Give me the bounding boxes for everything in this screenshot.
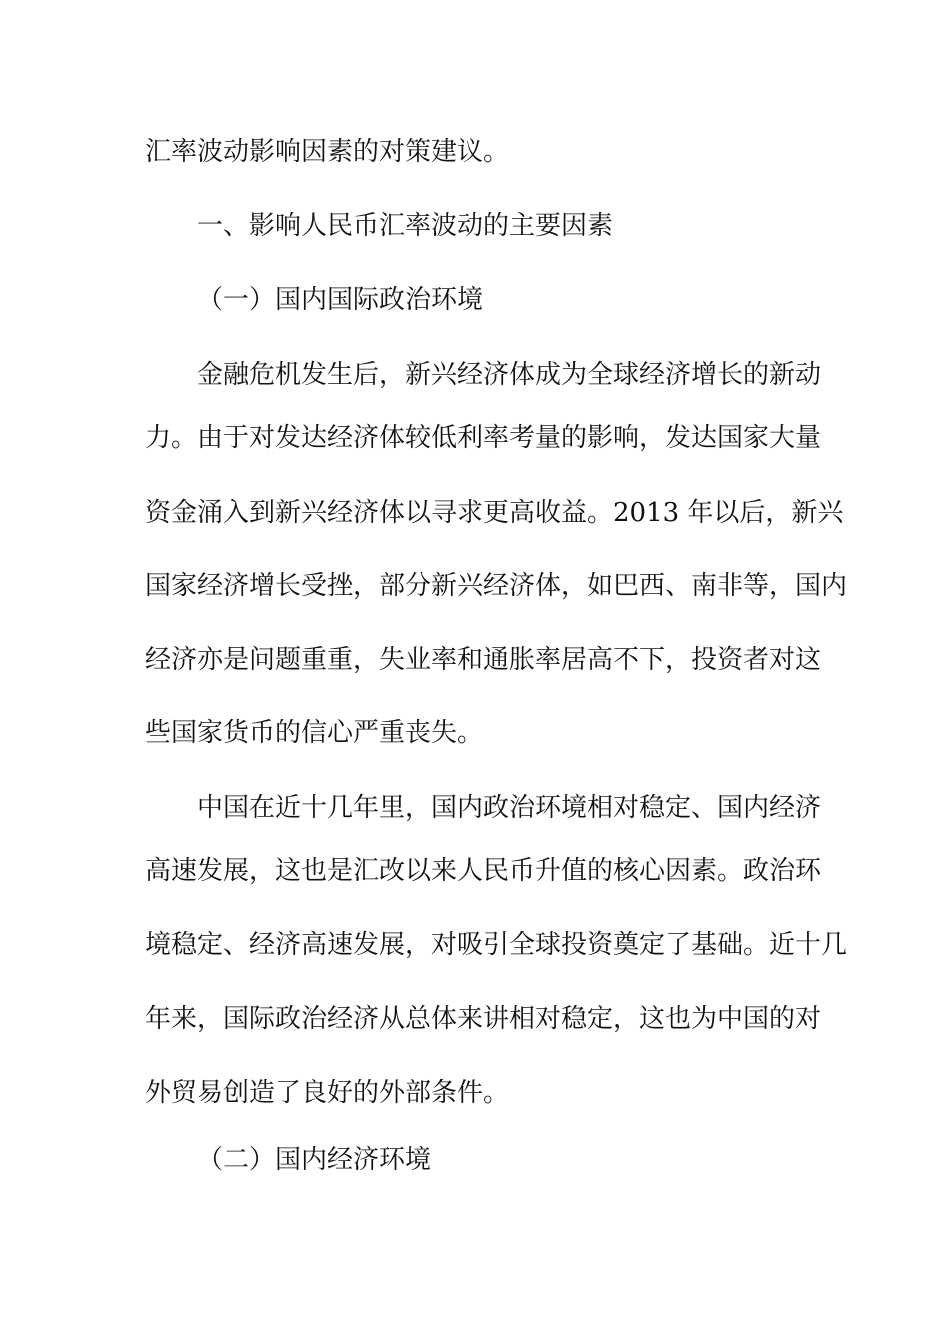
- paragraph-line: 金融危机发生后，新兴经济体成为全球经济增长的新动: [197, 360, 822, 390]
- subsection-heading: （二）国内经济环境: [197, 1145, 432, 1175]
- paragraph-line: 经济亦是问题重重，失业率和通胀率居高不下，投资者对这: [145, 645, 822, 675]
- paragraph-line: 境稳定、经济高速发展，对吸引全球投资奠定了基础。近十几: [145, 930, 848, 960]
- section-heading: 一、影响人民币汇率波动的主要因素: [197, 211, 614, 241]
- paragraph-line: 资金涌入到新兴经济体以寻求更高收益。2013 年以后，新兴: [145, 498, 844, 528]
- paragraph-line: 国家经济增长受挫，部分新兴经济体，如巴西、南非等，国内: [145, 571, 848, 601]
- paragraph-line: 中国在近十几年里，国内政治环境相对稳定、国内经济: [197, 793, 822, 823]
- paragraph-line: 汇率波动影响因素的对策建议。: [145, 137, 510, 167]
- paragraph-line: 些国家货币的信心严重丧失。: [145, 718, 484, 748]
- paragraph-line: 年来，国际政治经济从总体来讲相对稳定，这也为中国的对: [145, 1004, 822, 1034]
- subsection-heading: （一）国内国际政治环境: [197, 285, 484, 315]
- paragraph-line: 外贸易创造了良好的外部条件。: [145, 1078, 510, 1108]
- paragraph-line: 力。由于对发达经济体较低利率考量的影响，发达国家大量: [145, 423, 822, 453]
- paragraph-line: 高速发展，这也是汇改以来人民币升值的核心因素。政治环: [145, 856, 822, 886]
